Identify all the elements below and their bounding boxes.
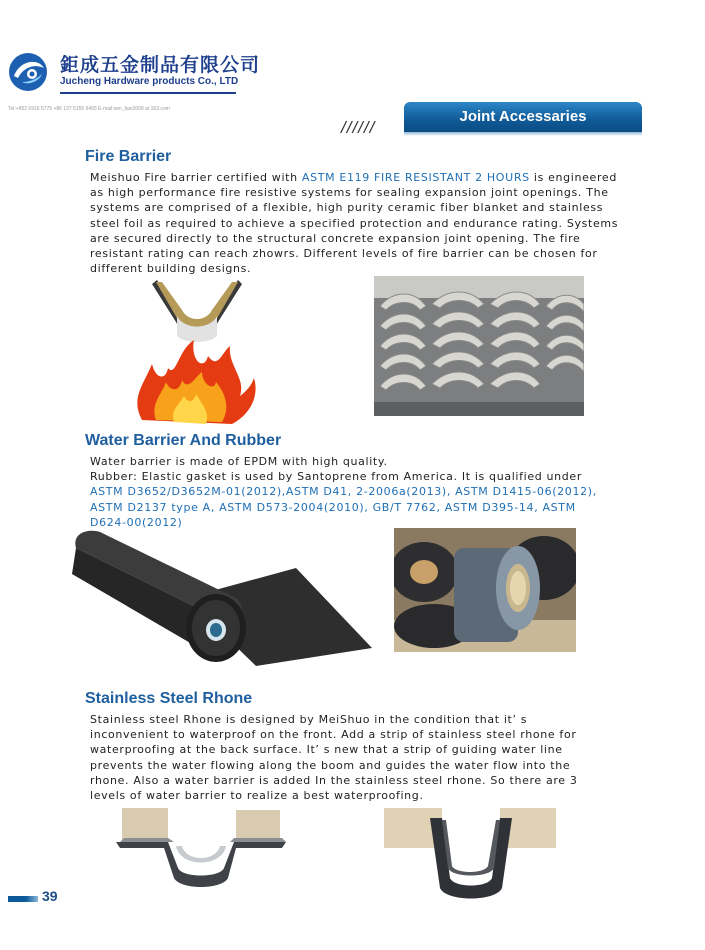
fire-text: is engineered [529, 171, 617, 184]
rhone-text-line: levels of water barrier to realize a best waterproofing. [90, 789, 424, 803]
fire-text: systems are comprised of a flexible, high purity ceramic fiber blanket and stainless [90, 201, 604, 215]
banner-shadow [404, 132, 642, 136]
header-divider [60, 92, 236, 94]
rhone-text-line: inconvenient to waterproof on the front. Add a strip of stainless steel rhone for [90, 728, 577, 742]
rhone-text-line: Stainless steel Rhone is designed by MeiShuo in the condition that it’ s [90, 713, 528, 726]
rhone-heading: Stainless Steel Rhone [85, 690, 253, 707]
stainless-rhone-image-left [116, 808, 286, 900]
fire-text: different building designs. [90, 262, 252, 276]
fire-barrier-heading: Fire Barrier [85, 148, 172, 165]
page-number: 39 [42, 888, 58, 904]
astm-standards-highlight: ASTM D2137 type A, ASTM D573-2004(2010), GB/T 7762, ASTM D395-14, ASTM [90, 500, 576, 514]
water-text: Water barrier is made of EPDM with high quality. [90, 455, 388, 468]
rhone-text-line: waterproofing at the back surface. It’ s new that a strip of guiding water line [90, 743, 563, 757]
contact-info: Tel:+852 6916 5775 +86 137 5155 6493 E-mail:sen_tian2009 at 163.com [8, 106, 170, 112]
company-name-english: Jucheng Hardware products Co., LTD [60, 76, 239, 87]
company-name-chinese: 鉅成五金制品有限公司 [60, 54, 261, 76]
water-barrier-text [90, 454, 645, 530]
astm-standards-highlight: ASTM D3652/D3652M-01(2012),ASTM D41, 2-2006a(2013), ASTM D1415-06(2012), [90, 485, 597, 499]
company-logo-icon [8, 52, 48, 92]
fire-text: are secured directly to the structural concrete expansion joint opening. The fire [90, 231, 581, 245]
fire-text: as high performance fire resistive systems for sealing expansion joint openings. The [90, 186, 609, 200]
water-barrier-heading: Water Barrier And Rubber [85, 432, 282, 449]
rhone-text [90, 712, 645, 803]
rhone-text-line: prevents the water flowing along the boom and guides the water flow into the [90, 758, 571, 772]
fire-text: Meishuo Fire barrier certified with [90, 171, 302, 184]
page-number-bar [8, 896, 38, 902]
rhone-text-line: rhone. Also a water barrier is added In the stainless steel rhone. So there are 3 [90, 773, 578, 787]
rubber-tape-photo [394, 528, 576, 652]
fire-barrier-text [90, 170, 645, 276]
fire-text: steel foil as required to achieve a specified protection and endurance rating. Systems [90, 216, 619, 230]
stainless-rhone-image-right [384, 808, 556, 902]
fire-barrier-illustration [122, 280, 272, 428]
water-text: Rubber: Elastic gasket is used by Santoprene from America. It is qualified under [90, 470, 583, 484]
epdm-rubber-roll-image [66, 528, 376, 668]
astm-standards-highlight: D624-00(2012) [90, 515, 183, 529]
fire-text: resistant rating can reach zhowrs. Different levels of fire barrier can be chosen for [90, 247, 598, 261]
banner-title: Joint Accessaries [459, 108, 587, 125]
astm-e119-highlight: ASTM E119 FIRE RESISTANT 2 HOURS [301, 171, 530, 184]
decorative-slashes: ////// [341, 118, 376, 137]
fire-barrier-photo [374, 276, 584, 416]
